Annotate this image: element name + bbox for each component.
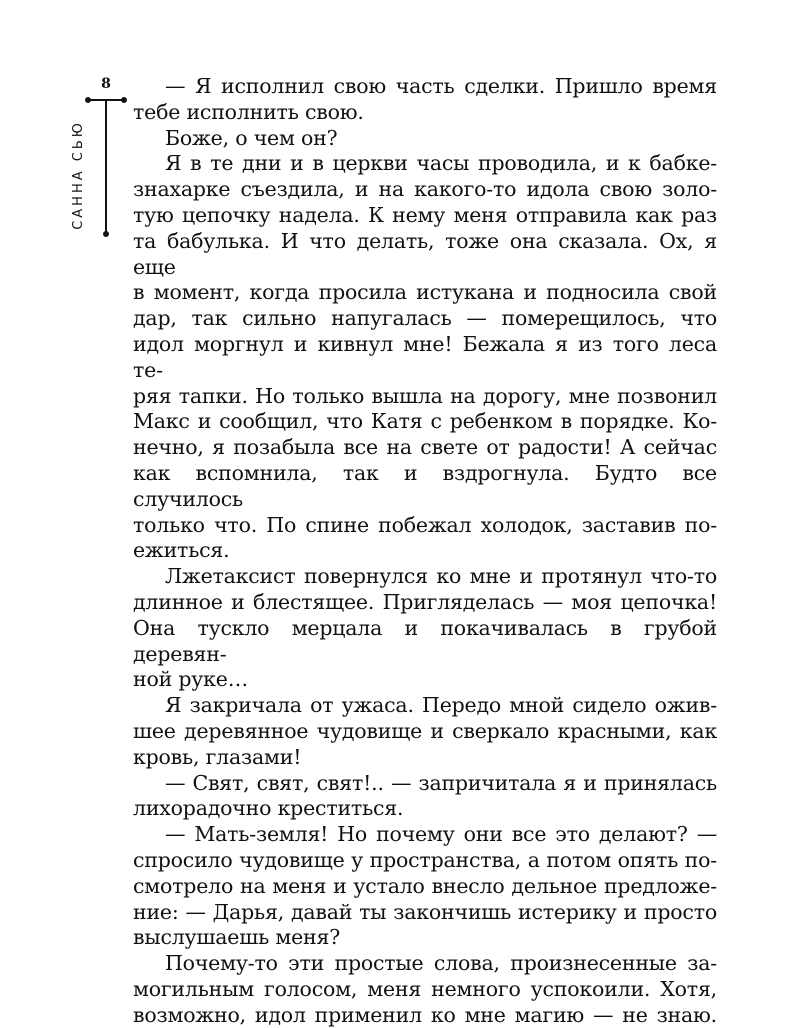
paragraph	[133, 126, 717, 152]
paragraph	[133, 564, 717, 693]
rule-end-dot-right	[121, 97, 127, 103]
text-line: только что. По спине побежал холодок, заставив по-	[133, 512, 717, 537]
text-line: в момент, когда просила истукана и подносила свой	[133, 280, 717, 305]
text-line: могильным голосом, меня немного успокоили. Хотя,	[133, 976, 717, 1001]
running-head-vertical-rule	[105, 100, 107, 233]
text-line: Она тускло мерцала и покачивалась в грубой деревян-	[133, 615, 717, 666]
text-line: шее деревянное чудовище и сверкало красными, как	[133, 718, 717, 743]
text-line: — Мать-земля! Но почему они все это делают? —	[165, 822, 717, 847]
text-line: длинное и блестящее. Пригляделась — моя цепочка!	[133, 589, 717, 614]
text-line: идол моргнул и кивнул мне! Бежала я из того леса те-	[133, 331, 717, 382]
paragraph	[133, 74, 717, 126]
text-line: Я закричала от ужаса. Передо мной сидело ожив-	[165, 693, 717, 718]
text-line: ряя тапки. Но только вышла на дорогу, мне позвонил	[133, 383, 717, 408]
text-line: Я в те дни и в церкви часы проводила, и к бабке-	[165, 151, 717, 176]
page-number: 8	[101, 76, 111, 92]
text-line: Лжетаксист повернулся ко мне и протянул что-то	[165, 564, 717, 589]
text-line: тебе исполнить свою.	[133, 99, 364, 124]
paragraph	[133, 951, 717, 1028]
text-line: Почему-то эти простые слова, произнесенные за-	[165, 951, 717, 976]
text-line: как вспомнила, так и вздрогнула. Будто все случилось	[133, 460, 717, 511]
text-line: — Я исполнил свою часть сделки. Пришло время	[165, 74, 717, 98]
rule-end-dot-bottom	[103, 231, 109, 237]
paragraph	[133, 693, 717, 770]
text-line: ной руке…	[133, 667, 249, 692]
text-line: — Свят, свят, свят!.. — запричитала я и принялась	[165, 770, 717, 795]
text-line: нечно, я позабыла все на свете от радости! А сейчас	[133, 435, 717, 460]
rule-end-dot-left	[85, 97, 91, 103]
text-line: выслушаешь меня?	[133, 925, 341, 950]
text-line: смотрело на меня и устало внесло дельное предложе-	[133, 873, 717, 898]
paragraph	[133, 822, 717, 951]
text-line: ежиться.	[133, 538, 230, 563]
running-head-author: САННА СЬЮ	[71, 120, 86, 230]
text-line: знахарке съездила, и на какого-то идола свою золо-	[133, 177, 717, 202]
text-line: лихорадочно креститься.	[133, 796, 404, 821]
body-text	[133, 74, 717, 1028]
paragraph	[133, 151, 717, 564]
text-line: Боже, о чем он?	[165, 125, 338, 150]
text-line: дар, так сильно напугалась — померещилось, что	[133, 306, 717, 331]
text-line: тую цепочку надела. К нему меня отправила как раз	[133, 202, 717, 227]
text-line: кровь, глазами!	[133, 744, 302, 769]
text-line: ние: — Дарья, давай ты закончишь истерику и просто	[133, 899, 717, 924]
paragraph	[133, 771, 717, 823]
text-line: спросило чудовище у пространства, а потом опять по-	[133, 847, 717, 872]
text-line: возможно, идол применил ко мне магию — не знаю.	[133, 1002, 717, 1027]
text-line: та бабулька. И что делать, тоже она сказала. Ох, я еще	[133, 228, 717, 279]
text-line: Макс и сообщил, что Катя с ребенком в порядке. Ко-	[133, 409, 717, 434]
